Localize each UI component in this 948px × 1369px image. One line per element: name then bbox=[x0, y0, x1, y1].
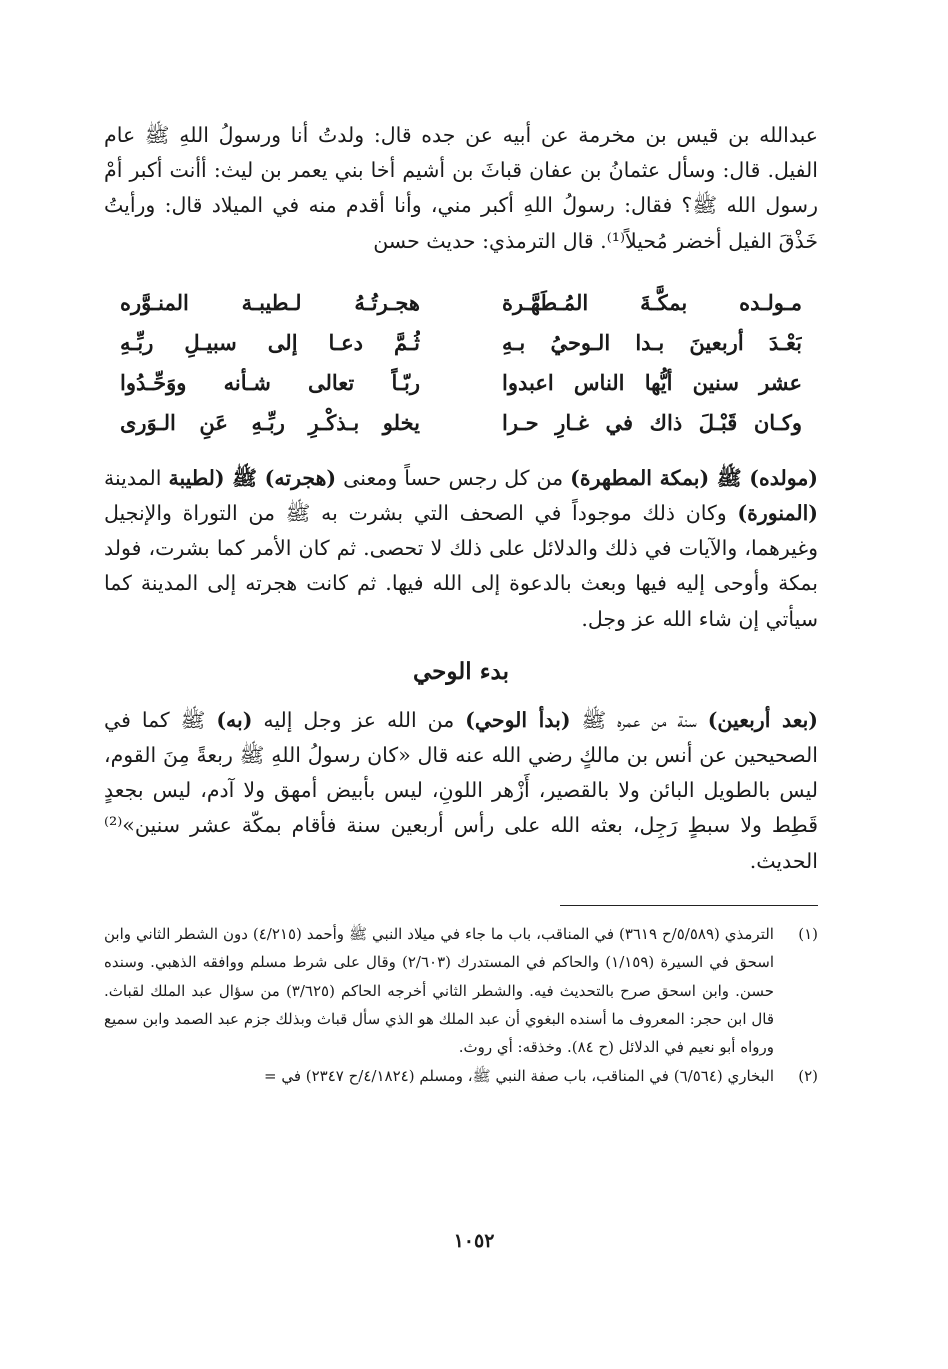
wahy-bold-3: (به) bbox=[216, 707, 253, 732]
poem-hemistich-first: بَعْـدَ أربعينَ بـدا الـوحيُ بـهِ bbox=[502, 329, 802, 355]
commentary-paragraph bbox=[104, 461, 818, 637]
footnote-number: (١) bbox=[798, 924, 818, 943]
book-page bbox=[104, 118, 818, 1090]
intro-paragraph: عبدالله بن قيس بن مخرمة عن أبيه عن جده قال: ولدتُ أنا ورسولُ اللهِ ﷺ عام الفيل. قال: وسأل عثمانُ بن عفان قباثَ بن أشيم أخا بني يعمر بن ليث: أأنت أكبر أمْ رسول الله ﷺ؟ فقال: رسولُ اللهِ أكبر مني، وأنا أقدم منه في الميلاد قال: ورأيتُ خَذْقَ الفيل أخضر مُحيلاً⁽¹⁾. قال الترمذي: حديث حسن bbox=[104, 123, 818, 253]
poem-hemistich-second: ربّـاً تعالى شـأنه ووَحِّـدُوا bbox=[120, 369, 420, 395]
wahy-text-2: من الله عز وجل إليه bbox=[252, 707, 466, 732]
commentary-text-3: وكان ذلك موجوداً في الصحف التي بشرت به ﷺ من التوراة والإنجيل وغيرهما، والآيات في ذلك والدلائل على ذلك لا تحصى. ثم كان الأمر كما بشرت، فولد بمكة وأوحى إليه فيها وبعث بالدعوة إلى الله فيها. ثم كانت هجرته إلى المدينة كما سيأتي إن شاء الله عز وجل. bbox=[104, 501, 818, 631]
footnote-text: الترمذي (٥/٥٨٩/ح ٣٦١٩) في المناقب، باب ما جاء في ميلاد النبي ﷺ وأحمد (٤/٢١٥) دون الشطر الثاني وابن اسحق في السيرة (١/١٥٩) والحاكم في المستدرك (٢/٦٠٣) وقال على شرط مسلم ووافقه الذهبي. وسنده حسن. وابن اسحق صرح بالتحديث فيه. والشطر الثاني أخرجه الحاكم (٣/٦٢٥) من سؤال عبد الملك لقباث. قال ابن حجر: المعروف ما أسنده البغوي أن عبد الملك هو الذي سأل قباث وبذلك جزم عبد الصمد وابن سميع ورواه أبو نعيم في الدلائل (ح ٨٤). وخذقه: أي روث. bbox=[104, 924, 774, 1057]
commentary-text-1: من كل رجس حساً ومعنى bbox=[336, 465, 571, 490]
commentary-bold-2: (هجرته) ﷺ (لطيبة bbox=[168, 465, 337, 490]
poem-verse bbox=[104, 323, 818, 363]
wahy-bold-2: (بدأ الوحي) bbox=[465, 707, 571, 732]
footnote bbox=[104, 920, 818, 1062]
footnote-text: البخاري (٦/٥٦٤) في المناقب، باب صفة النبي ﷺ، ومسلم (٤/١٨٢٤/ح ٢٣٤٧) في = bbox=[263, 1066, 774, 1085]
wahy-paragraph bbox=[104, 703, 818, 879]
section-heading: بدء الوحي bbox=[413, 657, 509, 685]
wahy-text-3: ﷺ كما في الصحيحين عن أنس بن مالكٍ رضي الله عنه قال «كان رسولُ اللهِ ﷺ ربعةً مِنَ القوم، ليس بالطويل البائن ولا بالقصير، أَزْهر اللونِ، ليس بأبيض أمهق ولا آدم، ليس بجعدٍ قَطِط ولا سبطٍ رَجِل، بعثه الله على رأس أربعين سنة فأقام بمكّة عشر سنين»⁽²⁾ الحديث. bbox=[104, 707, 818, 873]
poem-verse bbox=[104, 363, 818, 403]
poem-hemistich-first: عشر سنين أيُّها الناس اعبدوا bbox=[502, 369, 802, 395]
wahy-text-1: سنة من عمره ﷺ bbox=[570, 707, 708, 732]
commentary-bold-1: (مولده) ﷺ (بمكة المطهرة) bbox=[570, 465, 818, 490]
poem-hemistich-second: يخلو بـذكْـرِ ربِّـهِ عَنِ الـوَرى bbox=[120, 409, 420, 435]
page-number: ١٠٥٢ bbox=[453, 1230, 495, 1252]
poem-hemistich-first: وكـان قَبْـلَ ذاك في غـارِ حـرا bbox=[502, 409, 802, 435]
commentary-bold-3: (المنورة) bbox=[737, 501, 818, 526]
poem-verse bbox=[104, 403, 818, 443]
footnote-separator bbox=[560, 905, 818, 906]
wahy-bold-1: (بعد أربعين) bbox=[707, 707, 818, 732]
footnote-number: (٢) bbox=[798, 1066, 818, 1085]
footnote bbox=[104, 1062, 818, 1090]
poem-verse bbox=[104, 283, 818, 323]
poem bbox=[104, 283, 818, 443]
poem-hemistich-first: مـولـده بمكَّـةَ المُـطَهَّـرة bbox=[502, 289, 802, 315]
poem-hemistich-second: ثُـمَّ دعـا إلى سبيـلِ ربِّـهِ bbox=[120, 329, 420, 355]
commentary-text-2: المدينة bbox=[104, 465, 169, 490]
poem-hemistich-second: هجـرتُـهُ لـطيبـة المنـوَّره bbox=[120, 289, 420, 315]
